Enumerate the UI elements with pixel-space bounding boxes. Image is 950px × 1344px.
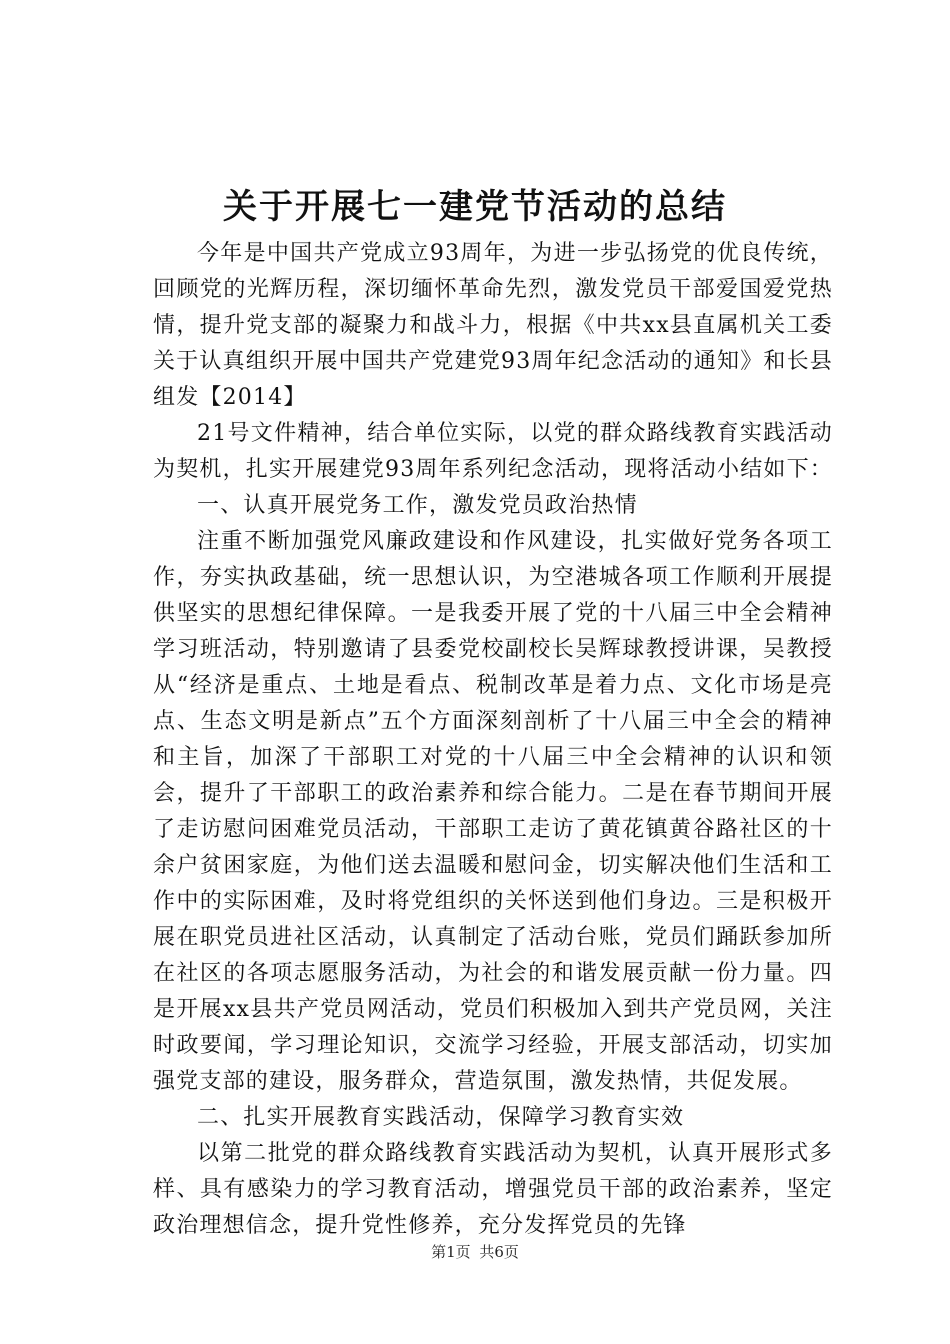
paragraph-intro: 今年是中国共产党成立93周年，为进一步弘扬党的优良传统，回顾党的光辉历程，深切缅怀革命先烈，激发党员干部爱国爱党热情，提升党支部的凝聚力和战斗力，根据《中共xx县直属机关工委关于认真组织开展中国共产党建党93周年纪念活动的通知》和长县组发【2014】 (153, 241, 833, 410)
paragraph-section-1: 注重不断加强党风廉政建设和作风建设，扎实做好党务各项工作，夯实执政基础，统一思想认识，为空港城各项工作顺利开展提供坚实的思想纪律保障。一是我委开展了党的十八届三中全会精神学习班活动，特别邀请了县委党校副校长吴辉球教授讲课，吴教授从“经济是重点、土地是看点、税制改革是着力点、文化市场是亮点、生态文明是新点”五个方面深刻剖析了十八届三中全会的精神和主旨，加深了干部职工对党的十八届三中全会精神的认识和领会，提升了干部职工的政治素养和综合能力。二是在春节期间开展了走访慰问困难党员活动，干部职工走访了黄花镇黄谷路社区的十余户贫困家庭，为他们送去温暖和慰问金，切实解决他们生活和工作中的实际困难，及时将党组织的关怀送到他们身边。三是积极开展在职党员进社区活动，认真制定了活动台账，党员们踊跃参加所在社区的各项志愿服务活动，为社会的和谐发展贡献一份力量。四是开展xx县共产党员网活动，党员们积极加入到共产党员网，关注时政要闻，学习理论知识，交流学习经验，开展支部活动，切实加强党支部的建设，服务群众，营造氛围，激发热情，共促发展。 (153, 529, 833, 1094)
paragraph-section-2: 以第二批党的群众路线教育实践活动为契机，认真开展形式多样、具有感染力的学习教育活动，增强党员干部的政治素养，坚定政治理想信念，提升党性修养，充分发挥党员的先锋 (153, 1141, 833, 1238)
section-heading-1: 一、认真开展党务工作，激发党员政治热情 (197, 493, 638, 518)
document-body (153, 236, 833, 1244)
page-number: 第1页 (431, 1243, 471, 1261)
document-title: 关于开展七一建党节活动的总结 (223, 187, 727, 227)
section-heading-2: 二、扎实开展教育实践活动，保障学习教育实效 (197, 1105, 685, 1130)
page-total: 共6页 (479, 1243, 519, 1261)
page-footer (0, 1240, 950, 1264)
paragraph-intro-continued: 21号文件精神，结合单位实际，以党的群众路线教育实践活动为契机，扎实开展建党93周年系列纪念活动，现将活动小结如下： (153, 421, 833, 482)
